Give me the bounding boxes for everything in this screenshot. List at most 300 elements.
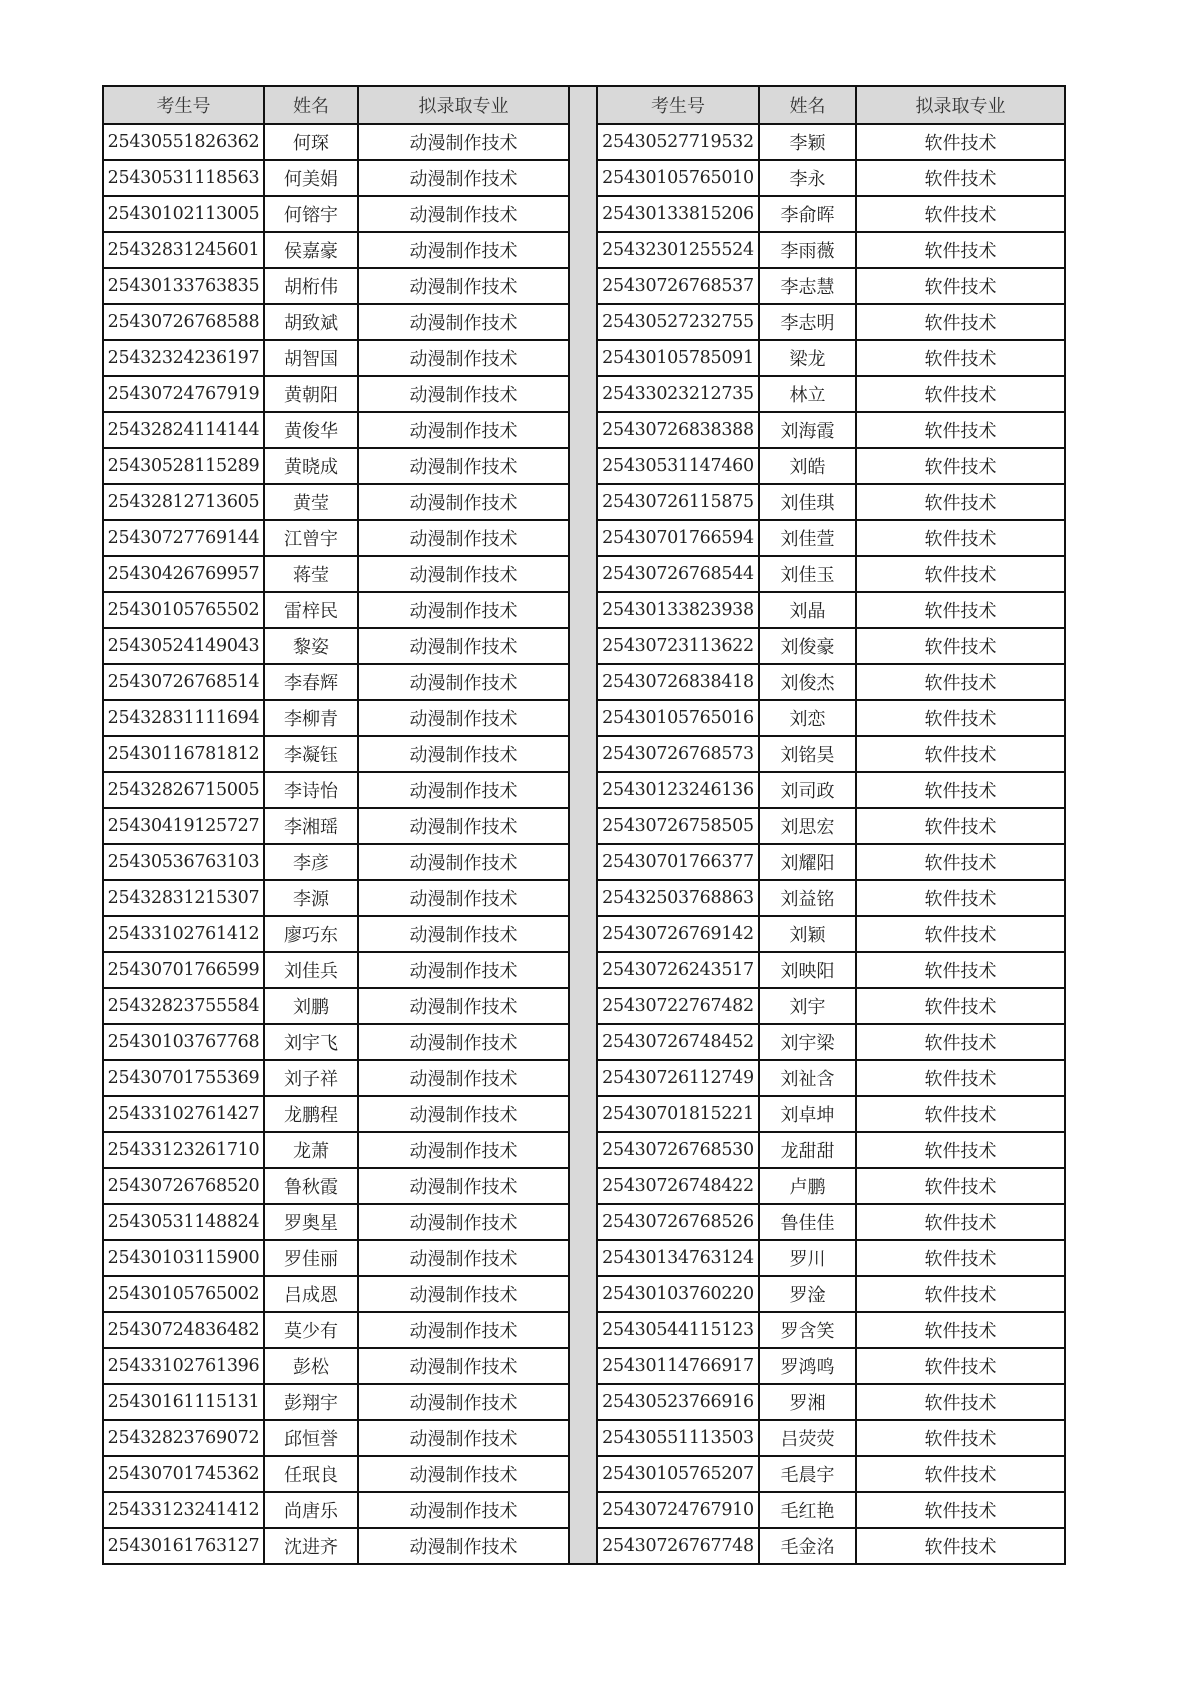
major-cell: 软件技术 xyxy=(856,304,1065,340)
exam-number-cell: 25430726838418 xyxy=(597,664,759,700)
table-row xyxy=(103,844,569,880)
major-cell: 软件技术 xyxy=(856,484,1065,520)
major-cell: 软件技术 xyxy=(856,664,1065,700)
exam-number-cell: 25430726768544 xyxy=(597,556,759,592)
exam-number-cell: 25430527232755 xyxy=(597,304,759,340)
exam-number-cell: 25430701766599 xyxy=(103,952,264,988)
student-name-cell: 李志慧 xyxy=(759,268,856,304)
student-name-cell: 鲁秋霞 xyxy=(264,1168,358,1204)
major-cell: 软件技术 xyxy=(856,1384,1065,1420)
table-row xyxy=(103,160,569,196)
student-name-cell: 雷梓民 xyxy=(264,592,358,628)
exam-number-cell: 25430426769957 xyxy=(103,556,264,592)
student-name-cell: 刘耀阳 xyxy=(759,844,856,880)
student-name-cell: 胡智国 xyxy=(264,340,358,376)
student-name-cell: 刘佳玉 xyxy=(759,556,856,592)
major-cell: 软件技术 xyxy=(856,448,1065,484)
table-row xyxy=(103,736,569,772)
table-row xyxy=(597,1096,1065,1132)
major-cell: 软件技术 xyxy=(856,1024,1065,1060)
exam-number-cell: 25430134763124 xyxy=(597,1240,759,1276)
table-row xyxy=(103,916,569,952)
table-row xyxy=(103,1096,569,1132)
table-header-row xyxy=(103,86,569,124)
exam-number-cell: 25430701766594 xyxy=(597,520,759,556)
exam-number-cell: 25430161763127 xyxy=(103,1528,264,1564)
student-name-cell: 李志明 xyxy=(759,304,856,340)
exam-number-cell: 25430724767919 xyxy=(103,376,264,412)
major-cell: 动漫制作技术 xyxy=(358,268,569,304)
table-row xyxy=(103,1348,569,1384)
table-row xyxy=(103,700,569,736)
exam-number-cell: 25432823769072 xyxy=(103,1420,264,1456)
major-cell: 动漫制作技术 xyxy=(358,916,569,952)
table-row xyxy=(103,952,569,988)
major-cell: 动漫制作技术 xyxy=(358,196,569,232)
major-cell: 软件技术 xyxy=(856,1456,1065,1492)
table-row xyxy=(103,520,569,556)
exam-number-cell: 25430723113622 xyxy=(597,628,759,664)
student-name-cell: 刘晶 xyxy=(759,592,856,628)
student-name-cell: 卢鹏 xyxy=(759,1168,856,1204)
major-cell: 动漫制作技术 xyxy=(358,628,569,664)
table-row xyxy=(597,268,1065,304)
table-row xyxy=(597,520,1065,556)
major-cell: 软件技术 xyxy=(856,1492,1065,1528)
table-row xyxy=(597,232,1065,268)
student-name-cell: 罗湘 xyxy=(759,1384,856,1420)
exam-number-cell: 25430727769144 xyxy=(103,520,264,556)
major-cell: 软件技术 xyxy=(856,1240,1065,1276)
student-name-cell: 罗含笑 xyxy=(759,1312,856,1348)
major-cell: 软件技术 xyxy=(856,160,1065,196)
header-major: 拟录取专业 xyxy=(856,86,1065,124)
major-cell: 软件技术 xyxy=(856,1204,1065,1240)
table-row xyxy=(103,988,569,1024)
exam-number-cell: 25432826715005 xyxy=(103,772,264,808)
table-row xyxy=(103,1384,569,1420)
student-name-cell: 刘佳琪 xyxy=(759,484,856,520)
major-cell: 动漫制作技术 xyxy=(358,412,569,448)
exam-number-cell: 25430116781812 xyxy=(103,736,264,772)
exam-number-cell: 25430724767910 xyxy=(597,1492,759,1528)
major-cell: 动漫制作技术 xyxy=(358,772,569,808)
table-row xyxy=(597,1168,1065,1204)
student-name-cell: 沈进齐 xyxy=(264,1528,358,1564)
table-row xyxy=(597,664,1065,700)
major-cell: 软件技术 xyxy=(856,1420,1065,1456)
student-name-cell: 罗鸿鸣 xyxy=(759,1348,856,1384)
student-name-cell: 尚唐乐 xyxy=(264,1492,358,1528)
major-cell: 软件技术 xyxy=(856,1132,1065,1168)
major-cell: 软件技术 xyxy=(856,1528,1065,1564)
major-cell: 动漫制作技术 xyxy=(358,592,569,628)
student-name-cell: 刘宇飞 xyxy=(264,1024,358,1060)
student-name-cell: 鲁佳佳 xyxy=(759,1204,856,1240)
student-name-cell: 刘卓坤 xyxy=(759,1096,856,1132)
exam-number-cell: 25430726243517 xyxy=(597,952,759,988)
major-cell: 动漫制作技术 xyxy=(358,520,569,556)
table-header-row xyxy=(597,86,1065,124)
major-cell: 动漫制作技术 xyxy=(358,1096,569,1132)
student-name-cell: 胡桁伟 xyxy=(264,268,358,304)
major-cell: 动漫制作技术 xyxy=(358,376,569,412)
student-name-cell: 李永 xyxy=(759,160,856,196)
student-name-cell: 刘海霞 xyxy=(759,412,856,448)
table-row xyxy=(597,160,1065,196)
table-row xyxy=(103,484,569,520)
student-name-cell: 黄朝阳 xyxy=(264,376,358,412)
table-row xyxy=(597,556,1065,592)
student-name-cell: 李凝钰 xyxy=(264,736,358,772)
exam-number-cell: 25433102761412 xyxy=(103,916,264,952)
student-name-cell: 任珉良 xyxy=(264,1456,358,1492)
major-cell: 软件技术 xyxy=(856,808,1065,844)
table-row xyxy=(597,1132,1065,1168)
student-name-cell: 刘皓 xyxy=(759,448,856,484)
exam-number-cell: 25430726838388 xyxy=(597,412,759,448)
exam-number-cell: 25430105765010 xyxy=(597,160,759,196)
student-name-cell: 刘思宏 xyxy=(759,808,856,844)
table-row xyxy=(103,1168,569,1204)
table-row xyxy=(597,1528,1065,1564)
major-cell: 动漫制作技术 xyxy=(358,1276,569,1312)
student-name-cell: 彭翔宇 xyxy=(264,1384,358,1420)
major-cell: 动漫制作技术 xyxy=(358,1348,569,1384)
table-separator xyxy=(570,85,596,1565)
major-cell: 软件技术 xyxy=(856,376,1065,412)
student-name-cell: 李彦 xyxy=(264,844,358,880)
major-cell: 软件技术 xyxy=(856,412,1065,448)
student-name-cell: 蒋莹 xyxy=(264,556,358,592)
major-cell: 软件技术 xyxy=(856,592,1065,628)
table-row xyxy=(597,628,1065,664)
table-row xyxy=(103,880,569,916)
major-cell: 软件技术 xyxy=(856,952,1065,988)
table-row xyxy=(103,664,569,700)
exam-number-cell: 25430114766917 xyxy=(597,1348,759,1384)
exam-number-cell: 25430536763103 xyxy=(103,844,264,880)
table-row xyxy=(597,700,1065,736)
major-cell: 动漫制作技术 xyxy=(358,808,569,844)
exam-number-cell: 25430419125727 xyxy=(103,808,264,844)
table-row xyxy=(597,448,1065,484)
table-row xyxy=(597,1240,1065,1276)
student-name-cell: 罗佳丽 xyxy=(264,1240,358,1276)
right-admission-table xyxy=(596,85,1066,1565)
exam-number-cell: 25430726768514 xyxy=(103,664,264,700)
student-name-cell: 刘佳兵 xyxy=(264,952,358,988)
major-cell: 软件技术 xyxy=(856,1060,1065,1096)
student-name-cell: 黎姿 xyxy=(264,628,358,664)
major-cell: 软件技术 xyxy=(856,124,1065,160)
student-name-cell: 刘益铭 xyxy=(759,880,856,916)
exam-number-cell: 25433102761396 xyxy=(103,1348,264,1384)
student-name-cell: 毛晨宇 xyxy=(759,1456,856,1492)
student-name-cell: 龙鹏程 xyxy=(264,1096,358,1132)
major-cell: 动漫制作技术 xyxy=(358,1384,569,1420)
student-name-cell: 刘鹏 xyxy=(264,988,358,1024)
student-name-cell: 李颖 xyxy=(759,124,856,160)
table-row xyxy=(103,1024,569,1060)
exam-number-cell: 25432831215307 xyxy=(103,880,264,916)
exam-number-cell: 25430105765016 xyxy=(597,700,759,736)
exam-number-cell: 25430105765502 xyxy=(103,592,264,628)
table-row xyxy=(103,1276,569,1312)
table-row xyxy=(103,304,569,340)
exam-number-cell: 25430726768530 xyxy=(597,1132,759,1168)
table-row xyxy=(103,268,569,304)
exam-number-cell: 25430701815221 xyxy=(597,1096,759,1132)
student-name-cell: 刘恋 xyxy=(759,700,856,736)
student-name-cell: 莫少有 xyxy=(264,1312,358,1348)
exam-number-cell: 25430726769142 xyxy=(597,916,759,952)
major-cell: 动漫制作技术 xyxy=(358,160,569,196)
exam-number-cell: 25430531148824 xyxy=(103,1204,264,1240)
left-admission-table xyxy=(102,85,570,1565)
table-row xyxy=(103,196,569,232)
major-cell: 动漫制作技术 xyxy=(358,1060,569,1096)
student-name-cell: 刘映阳 xyxy=(759,952,856,988)
exam-number-cell: 25430105765002 xyxy=(103,1276,264,1312)
student-name-cell: 刘俊杰 xyxy=(759,664,856,700)
table-row xyxy=(103,1060,569,1096)
exam-number-cell: 25432831111694 xyxy=(103,700,264,736)
table-row xyxy=(103,772,569,808)
table-row xyxy=(597,124,1065,160)
exam-number-cell: 25430133763835 xyxy=(103,268,264,304)
table-row xyxy=(103,232,569,268)
student-name-cell: 刘宇 xyxy=(759,988,856,1024)
major-cell: 软件技术 xyxy=(856,700,1065,736)
exam-number-cell: 25430523766916 xyxy=(597,1384,759,1420)
exam-number-cell: 25432301255524 xyxy=(597,232,759,268)
table-row xyxy=(103,1528,569,1564)
exam-number-cell: 25430726768573 xyxy=(597,736,759,772)
major-cell: 动漫制作技术 xyxy=(358,1024,569,1060)
table-row xyxy=(597,736,1065,772)
student-name-cell: 林立 xyxy=(759,376,856,412)
student-name-cell: 龙甜甜 xyxy=(759,1132,856,1168)
major-cell: 软件技术 xyxy=(856,880,1065,916)
table-row xyxy=(103,124,569,160)
student-name-cell: 罗川 xyxy=(759,1240,856,1276)
table-row xyxy=(103,592,569,628)
major-cell: 软件技术 xyxy=(856,1168,1065,1204)
student-name-cell: 吕成恩 xyxy=(264,1276,358,1312)
major-cell: 软件技术 xyxy=(856,628,1065,664)
major-cell: 动漫制作技术 xyxy=(358,340,569,376)
major-cell: 软件技术 xyxy=(856,1096,1065,1132)
major-cell: 动漫制作技术 xyxy=(358,952,569,988)
student-name-cell: 吕荧荧 xyxy=(759,1420,856,1456)
table-row xyxy=(103,808,569,844)
exam-number-cell: 25430102113005 xyxy=(103,196,264,232)
major-cell: 动漫制作技术 xyxy=(358,1312,569,1348)
exam-number-cell: 25430726767748 xyxy=(597,1528,759,1564)
major-cell: 软件技术 xyxy=(856,196,1065,232)
major-cell: 软件技术 xyxy=(856,556,1065,592)
exam-number-cell: 25430726768520 xyxy=(103,1168,264,1204)
major-cell: 动漫制作技术 xyxy=(358,988,569,1024)
exam-number-cell: 25433023212735 xyxy=(597,376,759,412)
exam-number-cell: 25432812713605 xyxy=(103,484,264,520)
table-row xyxy=(597,988,1065,1024)
major-cell: 动漫制作技术 xyxy=(358,1204,569,1240)
exam-number-cell: 25430133823938 xyxy=(597,592,759,628)
exam-number-cell: 25430105765207 xyxy=(597,1456,759,1492)
student-name-cell: 李俞晖 xyxy=(759,196,856,232)
exam-number-cell: 25433123241412 xyxy=(103,1492,264,1528)
table-row xyxy=(597,1204,1065,1240)
major-cell: 动漫制作技术 xyxy=(358,1456,569,1492)
table-row xyxy=(103,1204,569,1240)
major-cell: 动漫制作技术 xyxy=(358,484,569,520)
table-row xyxy=(597,592,1065,628)
major-cell: 软件技术 xyxy=(856,736,1065,772)
table-row xyxy=(597,844,1065,880)
table-row xyxy=(597,1348,1065,1384)
exam-number-cell: 25430551113503 xyxy=(597,1420,759,1456)
major-cell: 动漫制作技术 xyxy=(358,448,569,484)
major-cell: 软件技术 xyxy=(856,772,1065,808)
table-row xyxy=(597,412,1065,448)
table-row xyxy=(103,1420,569,1456)
student-name-cell: 刘宇梁 xyxy=(759,1024,856,1060)
table-row xyxy=(103,376,569,412)
major-cell: 动漫制作技术 xyxy=(358,1492,569,1528)
major-cell: 动漫制作技术 xyxy=(358,1240,569,1276)
student-name-cell: 李柳青 xyxy=(264,700,358,736)
student-name-cell: 李春辉 xyxy=(264,664,358,700)
major-cell: 软件技术 xyxy=(856,520,1065,556)
exam-number-cell: 25430726768526 xyxy=(597,1204,759,1240)
student-name-cell: 何美娟 xyxy=(264,160,358,196)
student-name-cell: 梁龙 xyxy=(759,340,856,376)
exam-number-cell: 25430726768537 xyxy=(597,268,759,304)
major-cell: 动漫制作技术 xyxy=(358,1168,569,1204)
exam-number-cell: 25430531118563 xyxy=(103,160,264,196)
major-cell: 动漫制作技术 xyxy=(358,124,569,160)
table-row xyxy=(597,376,1065,412)
table-row xyxy=(103,628,569,664)
major-cell: 软件技术 xyxy=(856,1276,1065,1312)
student-name-cell: 李湘瑶 xyxy=(264,808,358,844)
table-row xyxy=(597,1492,1065,1528)
student-name-cell: 何琛 xyxy=(264,124,358,160)
student-name-cell: 罗奥星 xyxy=(264,1204,358,1240)
exam-number-cell: 25430551826362 xyxy=(103,124,264,160)
student-name-cell: 刘子祥 xyxy=(264,1060,358,1096)
student-name-cell: 刘佳萱 xyxy=(759,520,856,556)
major-cell: 动漫制作技术 xyxy=(358,880,569,916)
exam-number-cell: 25433123261710 xyxy=(103,1132,264,1168)
student-name-cell: 廖巧东 xyxy=(264,916,358,952)
major-cell: 动漫制作技术 xyxy=(358,556,569,592)
exam-number-cell: 25432324236197 xyxy=(103,340,264,376)
exam-number-cell: 25430726768588 xyxy=(103,304,264,340)
major-cell: 软件技术 xyxy=(856,916,1065,952)
header-exam-number: 考生号 xyxy=(103,86,264,124)
major-cell: 软件技术 xyxy=(856,268,1065,304)
student-name-cell: 黄晓成 xyxy=(264,448,358,484)
table-row xyxy=(597,772,1065,808)
table-row xyxy=(103,412,569,448)
exam-number-cell: 25430726112749 xyxy=(597,1060,759,1096)
exam-number-cell: 25430726748452 xyxy=(597,1024,759,1060)
exam-number-cell: 25430103115900 xyxy=(103,1240,264,1276)
student-name-cell: 胡致斌 xyxy=(264,304,358,340)
table-row xyxy=(103,340,569,376)
student-name-cell: 邱恒誉 xyxy=(264,1420,358,1456)
exam-number-cell: 25430105785091 xyxy=(597,340,759,376)
student-name-cell: 毛红艳 xyxy=(759,1492,856,1528)
table-row xyxy=(597,1060,1065,1096)
table-row xyxy=(597,880,1065,916)
student-name-cell: 侯嘉豪 xyxy=(264,232,358,268)
table-row xyxy=(597,952,1065,988)
student-name-cell: 刘俊豪 xyxy=(759,628,856,664)
student-name-cell: 刘祉含 xyxy=(759,1060,856,1096)
exam-number-cell: 25430103760220 xyxy=(597,1276,759,1312)
admission-list xyxy=(102,85,1066,1565)
table-row xyxy=(597,1420,1065,1456)
table-row xyxy=(597,916,1065,952)
exam-number-cell: 25430701766377 xyxy=(597,844,759,880)
student-name-cell: 彭松 xyxy=(264,1348,358,1384)
table-row xyxy=(103,1492,569,1528)
student-name-cell: 李源 xyxy=(264,880,358,916)
exam-number-cell: 25432503768863 xyxy=(597,880,759,916)
table-row xyxy=(597,484,1065,520)
header-name: 姓名 xyxy=(759,86,856,124)
student-name-cell: 毛金洺 xyxy=(759,1528,856,1564)
table-row xyxy=(597,196,1065,232)
major-cell: 动漫制作技术 xyxy=(358,304,569,340)
student-name-cell: 何镕宇 xyxy=(264,196,358,232)
exam-number-cell: 25430531147460 xyxy=(597,448,759,484)
student-name-cell: 刘颖 xyxy=(759,916,856,952)
major-cell: 软件技术 xyxy=(856,1312,1065,1348)
student-name-cell: 黄莹 xyxy=(264,484,358,520)
major-cell: 动漫制作技术 xyxy=(358,844,569,880)
major-cell: 软件技术 xyxy=(856,232,1065,268)
student-name-cell: 李诗怡 xyxy=(264,772,358,808)
major-cell: 动漫制作技术 xyxy=(358,1420,569,1456)
student-name-cell: 罗淦 xyxy=(759,1276,856,1312)
header-name: 姓名 xyxy=(264,86,358,124)
student-name-cell: 刘司政 xyxy=(759,772,856,808)
major-cell: 软件技术 xyxy=(856,844,1065,880)
student-name-cell: 江曾宇 xyxy=(264,520,358,556)
table-row xyxy=(597,1312,1065,1348)
exam-number-cell: 25430726115875 xyxy=(597,484,759,520)
table-row xyxy=(103,448,569,484)
table-row xyxy=(103,1240,569,1276)
major-cell: 软件技术 xyxy=(856,340,1065,376)
student-name-cell: 龙萧 xyxy=(264,1132,358,1168)
exam-number-cell: 25432823755584 xyxy=(103,988,264,1024)
exam-number-cell: 25430726748422 xyxy=(597,1168,759,1204)
exam-number-cell: 25430701745362 xyxy=(103,1456,264,1492)
exam-number-cell: 25430726758505 xyxy=(597,808,759,844)
exam-number-cell: 25430103767768 xyxy=(103,1024,264,1060)
exam-number-cell: 25430528115289 xyxy=(103,448,264,484)
header-exam-number: 考生号 xyxy=(597,86,759,124)
exam-number-cell: 25432824114144 xyxy=(103,412,264,448)
student-name-cell: 黄俊华 xyxy=(264,412,358,448)
exam-number-cell: 25430161115131 xyxy=(103,1384,264,1420)
